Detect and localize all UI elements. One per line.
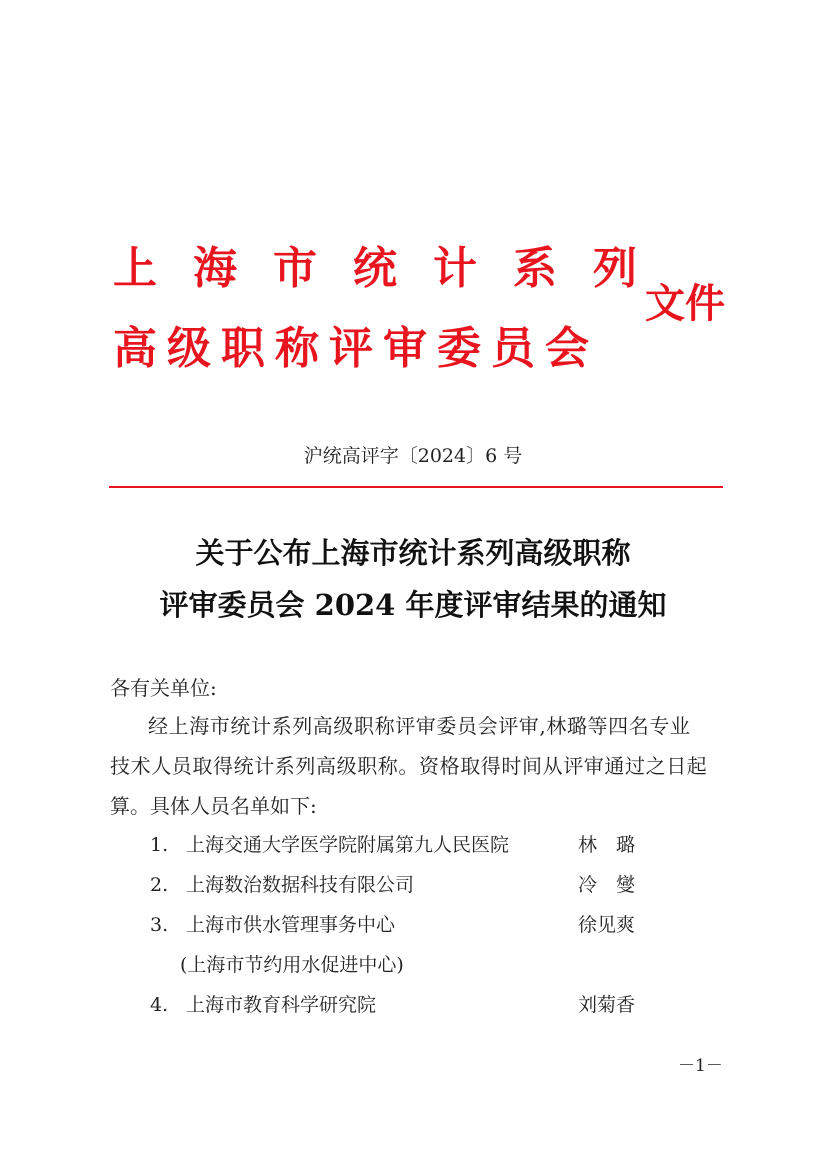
list-item-person-name: 徐见爽 [578, 914, 636, 936]
list-item-organization: 上海交通大学医学院附属第九人民医院 [186, 834, 510, 856]
list-item [150, 996, 376, 1015]
masthead-org-line-2: 高级职称评审委员会 [113, 323, 599, 374]
paragraph-line-1: 经上海市统计系列高级职称评审委员会评审,林璐等四名专业 [148, 714, 691, 738]
paragraph-line-2: 技术人员取得统计系列高级职称。资格取得时间从评审通过之日起 [110, 754, 708, 778]
document-number: 沪统高评字〔2024〕6 号 [303, 445, 523, 467]
list-item-sub-organization: (上海市节约用水促进中心) [180, 954, 404, 976]
notice-title-line-1: 关于公布上海市统计系列高级职称 [195, 536, 631, 570]
list-item [150, 876, 414, 895]
list-item-person-name: 冷 燮 [578, 874, 636, 896]
list-item-person-name: 刘菊香 [578, 994, 636, 1016]
red-separator-line [109, 486, 723, 488]
page-number: －1－ [678, 1056, 723, 1076]
list-item [150, 916, 395, 935]
paragraph-line-3: 算。具体人员名单如下: [110, 794, 317, 818]
list-item-organization: 上海市教育科学研究院 [186, 994, 377, 1016]
list-item-number: 1. [150, 834, 169, 856]
notice-title-line-2: 评审委员会 2024 年度评审结果的通知 [159, 588, 667, 622]
salutation: 各有关单位: [110, 676, 217, 700]
masthead-org-line-1: 上海市统计系列 [113, 243, 673, 294]
list-item [150, 836, 509, 855]
list-item-person-name: 林 璐 [578, 834, 636, 856]
list-item-organization: 上海数治数据科技有限公司 [186, 874, 415, 896]
list-item-organization: 上海市供水管理事务中心 [186, 914, 396, 936]
list-item-number: 3. [150, 914, 169, 936]
list-item-number: 4. [150, 994, 169, 1016]
masthead-document-word: 文件 [645, 281, 725, 327]
list-item-number: 2. [150, 874, 169, 896]
